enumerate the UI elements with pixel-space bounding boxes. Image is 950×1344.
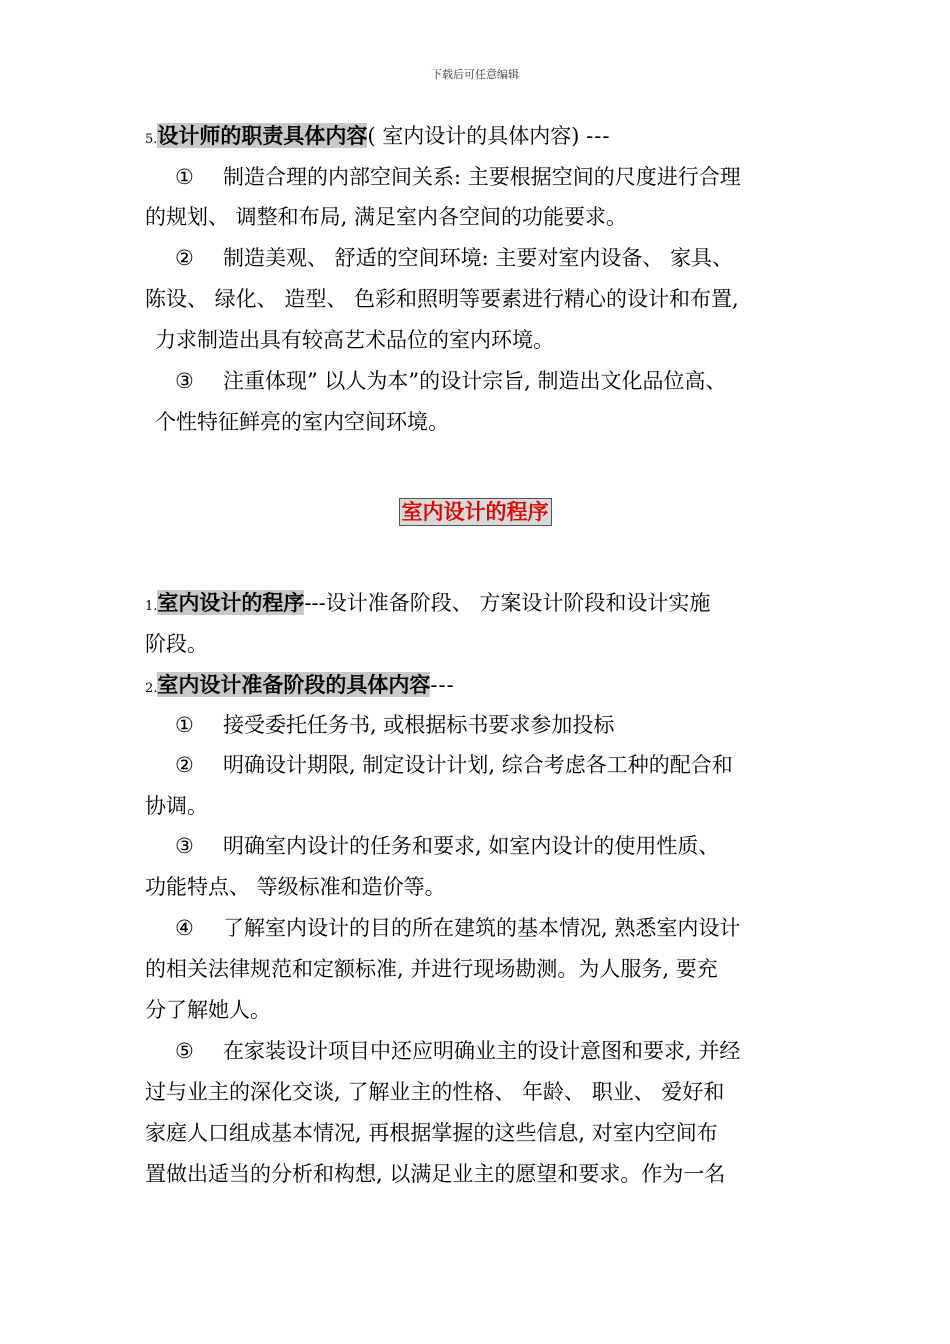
section-title: 室内设计的程序 xyxy=(399,498,552,526)
s5-item3-line2: 个性特征鲜亮的室内空间环境。 xyxy=(155,410,449,434)
p2-item4-text1: 了解室内设计的目的所在建筑的基本情况, 熟悉室内设计 xyxy=(223,916,741,940)
p1-number: 1. xyxy=(145,599,158,614)
s5-item3-marker: ③ xyxy=(175,369,194,393)
p1-heading: 室内设计的程序 xyxy=(157,590,305,615)
p1-rest: ---设计准备阶段、 方案设计阶段和设计实施 xyxy=(304,591,711,615)
section-title-wrap xyxy=(0,498,950,526)
p2-item5-text1: 在家装设计项目中还应明确业主的设计意图和要求, 并经 xyxy=(223,1039,741,1063)
p2-item2-line1 xyxy=(175,751,855,779)
p2-item5-line2: 过与业主的深化交谈, 了解业主的性格、 年龄、 职业、 爱好和 xyxy=(145,1080,725,1104)
s5-item2-text1: 制造美观、 舒适的空间环境: 主要对室内设备、 家具、 xyxy=(223,246,734,270)
s5-item2-line3: 力求制造出具有较高艺术品位的室内环境。 xyxy=(155,328,554,352)
p2-item1-text1: 接受委托任务书, 或根据标书要求参加投标 xyxy=(223,713,615,737)
p2-item3-text1: 明确室内设计的任务和要求, 如室内设计的使用性质、 xyxy=(223,834,720,858)
s5-heading-line xyxy=(145,122,825,154)
s5-item1-marker: ① xyxy=(175,165,194,189)
s5-item2-line1 xyxy=(175,244,855,272)
s5-paren: ( 室内设计的具体内容) xyxy=(367,124,580,148)
p2-item3-line2: 功能特点、 等级标准和造价等。 xyxy=(145,875,446,899)
s5-item2-marker: ② xyxy=(175,246,194,270)
s5-dash: --- xyxy=(586,124,611,148)
p2-heading: 室内设计准备阶段的具体内容 xyxy=(157,672,431,697)
s5-item1-line2: 的规划、 调整和布局, 满足室内各空间的功能要求。 xyxy=(145,205,628,229)
p1-line2: 阶段。 xyxy=(145,632,208,656)
p2-item2-text1: 明确设计期限, 制定设计计划, 综合考虑各工种的配合和 xyxy=(223,753,733,777)
p2-item4-line1 xyxy=(175,914,855,942)
s5-heading: 设计师的职责具体内容 xyxy=(157,123,368,148)
header-note: 下载后可任意编辑 xyxy=(431,68,519,81)
s5-item1-text1: 制造合理的内部空间关系: 主要根据空间的尺度进行合理 xyxy=(223,165,741,189)
p2-item5-marker: ⑤ xyxy=(175,1039,194,1063)
s5-item3-line1 xyxy=(175,367,855,395)
p2-item3-marker: ③ xyxy=(175,834,194,858)
p2-item4-marker: ④ xyxy=(175,916,194,940)
p2-number: 2. xyxy=(145,681,158,696)
p2-item2-marker: ② xyxy=(175,753,194,777)
p2-heading-line xyxy=(145,671,825,703)
p2-item1-line1 xyxy=(175,711,855,739)
s5-item1-line1 xyxy=(175,163,855,191)
p2-item3-line1 xyxy=(175,832,855,860)
p2-dash: --- xyxy=(430,673,455,697)
p2-item4-line3: 分了解她人。 xyxy=(145,998,271,1022)
s5-number: 5. xyxy=(145,132,158,147)
p1-line1 xyxy=(145,589,825,621)
p2-item4-line2: 的相关法律规范和定额标准, 并进行现场勘测。为人服务, 要充 xyxy=(145,957,718,981)
p2-item5-line1 xyxy=(175,1037,855,1065)
p2-item5-line4: 置做出适当的分析和构想, 以满足业主的愿望和要求。作为一名 xyxy=(145,1162,726,1186)
s5-item3-text1: 注重体现” 以人为本”的设计宗旨, 制造出文化品位高、 xyxy=(223,369,727,393)
p2-item1-marker: ① xyxy=(175,713,194,737)
p2-item2-line2: 协调。 xyxy=(145,794,208,818)
p2-item5-line3: 家庭人口组成基本情况, 再根据掌握的这些信息, 对室内空间布 xyxy=(145,1121,718,1145)
s5-item2-line2: 陈设、 绿化、 造型、 色彩和照明等要素进行精心的设计和布置, xyxy=(145,287,739,311)
